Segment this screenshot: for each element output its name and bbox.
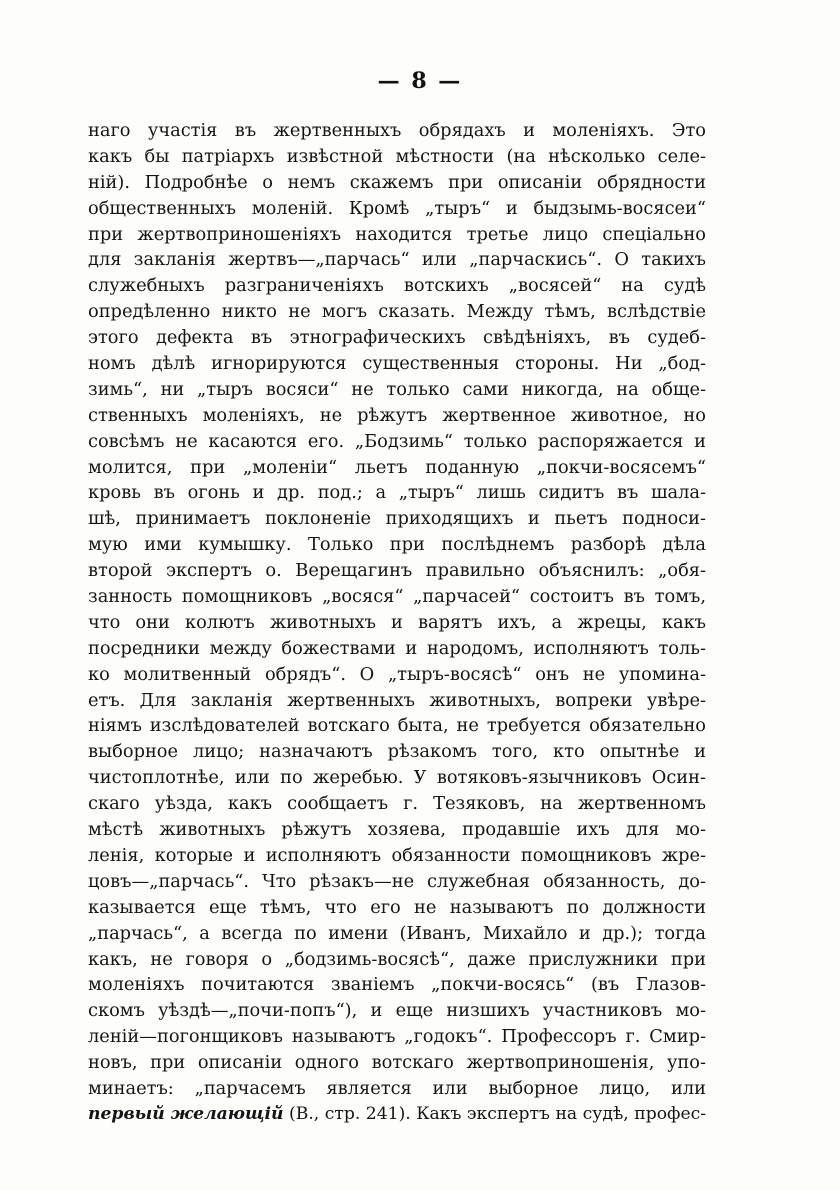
text-line: ленія, которые и исполняютъ обязанности помощниковъ жре- xyxy=(88,844,706,866)
text-line: этого дефекта въ этнографическихъ свѣдѣніяхъ, въ судеб- xyxy=(88,327,706,349)
text-line: моленіяхъ почитаются званіемъ „покчи-восясь“ (въ Глазов- xyxy=(88,974,706,996)
text-line: какъ, не говоря о „бодзимь-восясѣ“, даже прислужники при xyxy=(88,948,706,970)
page-number: — 8 — xyxy=(377,68,463,94)
text-line: минаетъ: „парчасемъ является или выборное лицо, или xyxy=(88,1077,706,1099)
text-line-rest: (В., стр. 241). Какъ экспертъ на судѣ, профес- xyxy=(283,1103,707,1124)
text-line: общественныхъ моленій. Кромѣ „тыръ“ и быдзымь-восясеи“ xyxy=(88,197,706,219)
text-line: молится, при „моленіи“ льетъ поданную „покчи-восясемъ“ xyxy=(88,456,706,478)
text-line: ко молитвенный обрядъ“. О „тыръ-восясѣ“ онъ не упомина- xyxy=(88,663,706,685)
text-line: выборное лицо; назначаютъ рѣзакомъ того, кто опытнѣе и xyxy=(88,741,706,763)
emphasized-quote: первый желающій xyxy=(88,1103,284,1124)
text-line: чистоплотнѣе, или по жеребью. У вотяковъ-язычниковъ Осин- xyxy=(88,767,706,789)
text-line: ственныхъ моленіяхъ, не рѣжутъ жертвенное животное, но xyxy=(88,404,706,426)
text-line: наго участія въ жертвенныхъ обрядахъ и моленіяхъ. Это xyxy=(88,120,706,141)
text-line: занность помощниковъ „восяся“ „парчасей“ состоитъ въ томъ, xyxy=(88,586,706,608)
text-line: цовъ—„парчась“. Что рѣзакъ—не служебная обязанность, до- xyxy=(88,870,706,892)
text-line: новъ, при описаніи одного вотскаго жертвоприношенія, упо- xyxy=(88,1052,706,1074)
text-line: опредѣленно никто не могъ сказать. Между тѣмъ, вслѣдствіе xyxy=(88,301,706,323)
text-line: леній—погонщиковъ называютъ „годокъ“. Профессоръ г. Смир- xyxy=(88,1026,706,1048)
text-line: при жертвоприношеніяхъ находится третье лицо спеціально xyxy=(88,223,706,245)
text-line: посредники между божествами и народомъ, исполняютъ толь- xyxy=(88,637,706,659)
text-line: второй экспертъ о. Верещагинъ правильно объяснилъ: „обя- xyxy=(88,560,706,582)
text-line: номъ дѣлѣ игнорируются существенныя стороны. Ни „бод- xyxy=(88,353,706,375)
text-line: казывается еще тѣмъ, что его не называютъ по должности xyxy=(88,896,706,918)
page-body-text xyxy=(88,118,706,1128)
text-line: скаго уѣзда, какъ сообщаетъ г. Тезяковъ, на жертвенномъ xyxy=(88,793,706,815)
text-line: ніямъ изслѣдователей вотскаго быта, не требуется обязательно xyxy=(88,715,706,737)
text-line: зимь“, ни „тыръ восяси“ не только сами никогда, на обще- xyxy=(88,378,706,400)
text-line: какъ бы патріархъ извѣстной мѣстности (на нѣсколько селе- xyxy=(88,145,706,167)
text-line: „парчась“, а всегда по имени (Иванъ, Михайло и др.); тогда xyxy=(88,922,706,944)
text-line: ній). Подробнѣе о немъ скажемъ при описаніи обрядности xyxy=(88,171,706,193)
text-line: кровь въ огонь и др. под.; а „тыръ“ лишь сидитъ въ шала- xyxy=(88,482,706,504)
text-line: для закланія жертвъ—„парчась“ или „парчаскись“. О такихъ xyxy=(88,249,706,271)
text-line: мѣстѣ животныхъ рѣжутъ хозяева, продавшіе ихъ для мо- xyxy=(88,819,706,841)
text-line: что они колютъ животныхъ и варятъ ихъ, а жрецы, какъ xyxy=(88,611,706,633)
text-line: служебныхъ разграниченіяхъ вотскихъ „восясей“ на судѣ xyxy=(88,275,706,297)
text-line: скомъ уѣздѣ—„почи-попъ“), и еще низшихъ участниковъ мо- xyxy=(88,1000,706,1022)
text-line: мую ими кумышку. Только при послѣднемъ разборѣ дѣла xyxy=(88,534,706,556)
text-line: етъ. Для закланія жертвенныхъ животныхъ, вопреки увѣре- xyxy=(88,689,706,711)
text-line: шѣ, принимаетъ поклоненіе приходящихъ и пьетъ подноси- xyxy=(88,508,706,530)
text-line: совсѣмъ не касаются его. „Бодзимь“ только распоряжается и xyxy=(88,430,706,452)
text-line xyxy=(88,1102,706,1128)
